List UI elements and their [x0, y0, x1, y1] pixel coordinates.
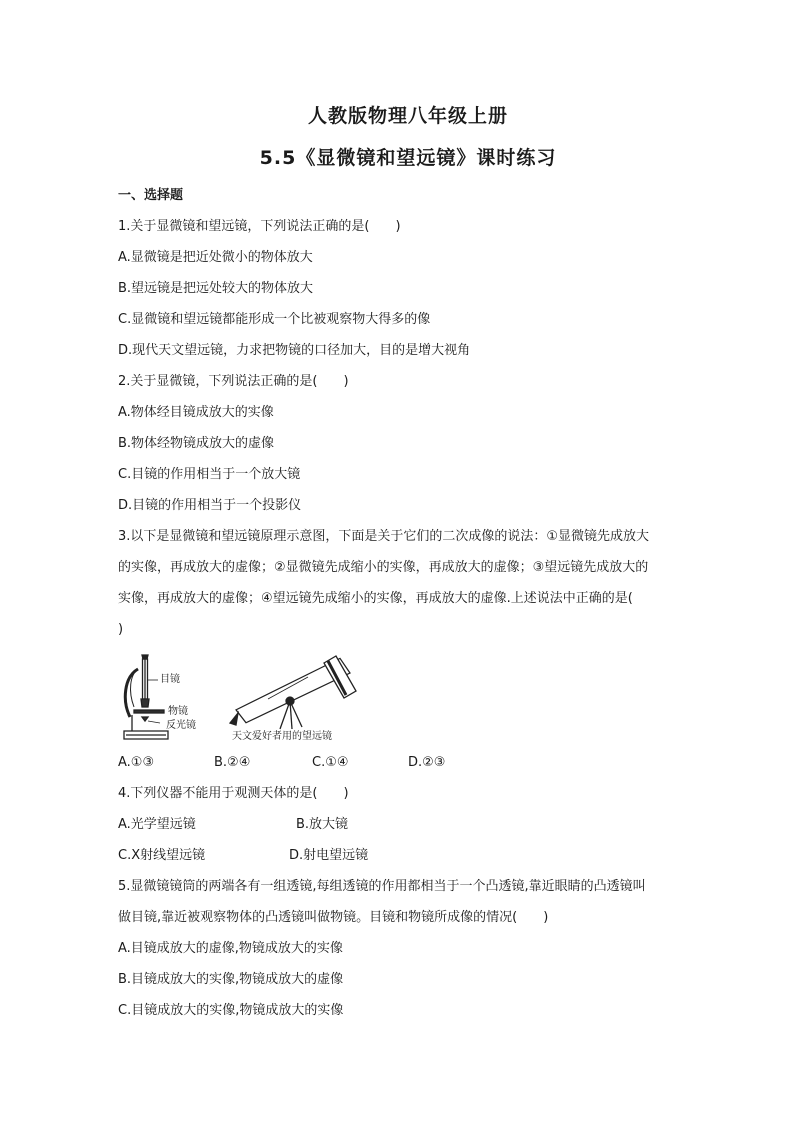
question-1-option-c: C.显微镜和望远镜都能形成一个比被观察物大得多的像 — [118, 312, 431, 327]
question-1-option-b: B.望远镜是把远处较大的物体放大 — [118, 281, 314, 296]
document-title: 人教版物理八年级上册 — [307, 105, 508, 127]
question-2 — [118, 366, 698, 521]
question-4 — [118, 778, 698, 871]
question-3 — [118, 521, 698, 778]
question-5-line-2: 做目镜,靠近被观察物体的凸透镜叫做物镜。目镜和物镜所成像的情况( ) — [118, 910, 549, 925]
question-2-option-c: C.目镜的作用相当于一个放大镜 — [118, 467, 301, 482]
question-3-line-4: ) — [118, 622, 124, 637]
question-4-option-d: D.射电望远镜 — [289, 848, 369, 863]
question-3-option-d: D.②③ — [408, 755, 446, 770]
mirror-label: 反光镜 — [166, 720, 196, 731]
question-4-option-c: C.X射线望远镜 — [118, 848, 206, 863]
question-3-option-c: C.①④ — [312, 755, 349, 770]
telescope-caption: 天文爱好者用的望远镜 — [232, 731, 332, 742]
question-4-options-row-2 — [118, 840, 698, 871]
optics-figure — [118, 651, 698, 745]
question-1-option-d: D.现代天文望远镜，力求把物镜的口径加大，目的是增大视角 — [118, 343, 471, 358]
question-5-option-b: B.目镜成放大的实像,物镜成放大的虚像 — [118, 972, 344, 987]
question-3-line-1: 3.以下是显微镜和望远镜原理示意图，下面是关于它们的二次成像的说法：①显微镜先成放大 — [118, 529, 650, 544]
question-3-line-2: 的实像，再成放大的虚像；②显微镜先成缩小的实像，再成放大的虚像；③望远镜先成放大的 — [118, 560, 649, 575]
question-2-option-d: D.目镜的作用相当于一个投影仪 — [118, 498, 302, 513]
question-3-line-3: 实像，再成放大的虚像；④望远镜先成缩小的实像，再成放大的虚像.上述说法中正确的是( — [118, 591, 633, 606]
question-2-option-a: A.物体经目镜成放大的实像 — [118, 405, 274, 420]
question-4-option-b: B.放大镜 — [296, 817, 349, 832]
question-2-stem: 2.关于显微镜，下列说法正确的是( ) — [118, 374, 349, 389]
question-2-option-b: B.物体经物镜成放大的虚像 — [118, 436, 275, 451]
question-5-option-c: C.目镜成放大的实像,物镜成放大的实像 — [118, 1003, 344, 1018]
question-5-option-a: A.目镜成放大的虚像,物镜成放大的实像 — [118, 941, 343, 956]
question-3-option-b: B.②④ — [214, 755, 251, 770]
question-1 — [118, 211, 698, 366]
question-5 — [118, 871, 698, 1026]
eyepiece-label: 目镜 — [160, 674, 180, 685]
question-4-options-row-1 — [118, 809, 698, 840]
question-3-options — [118, 747, 698, 778]
section-heading: 一、选择题 — [118, 188, 184, 203]
question-1-stem: 1.关于显微镜和望远镜，下列说法正确的是( ) — [118, 219, 401, 234]
objective-label: 物镜 — [168, 706, 188, 717]
document-subtitle: 5.5《显微镜和望远镜》课时练习 — [259, 147, 557, 169]
question-4-option-a: A.光学望远镜 — [118, 817, 196, 832]
question-5-line-1: 5.显微镜镜筒的两端各有一组透镜,每组透镜的作用都相当于一个凸透镜,靠近眼睛的凸透镜叫 — [118, 879, 646, 894]
question-4-stem: 4.下列仪器不能用于观测天体的是( ) — [118, 786, 349, 801]
telescope-illustration — [228, 651, 363, 731]
question-1-option-a: A.显微镜是把近处微小的物体放大 — [118, 250, 313, 265]
question-3-option-a: A.①③ — [118, 755, 155, 770]
